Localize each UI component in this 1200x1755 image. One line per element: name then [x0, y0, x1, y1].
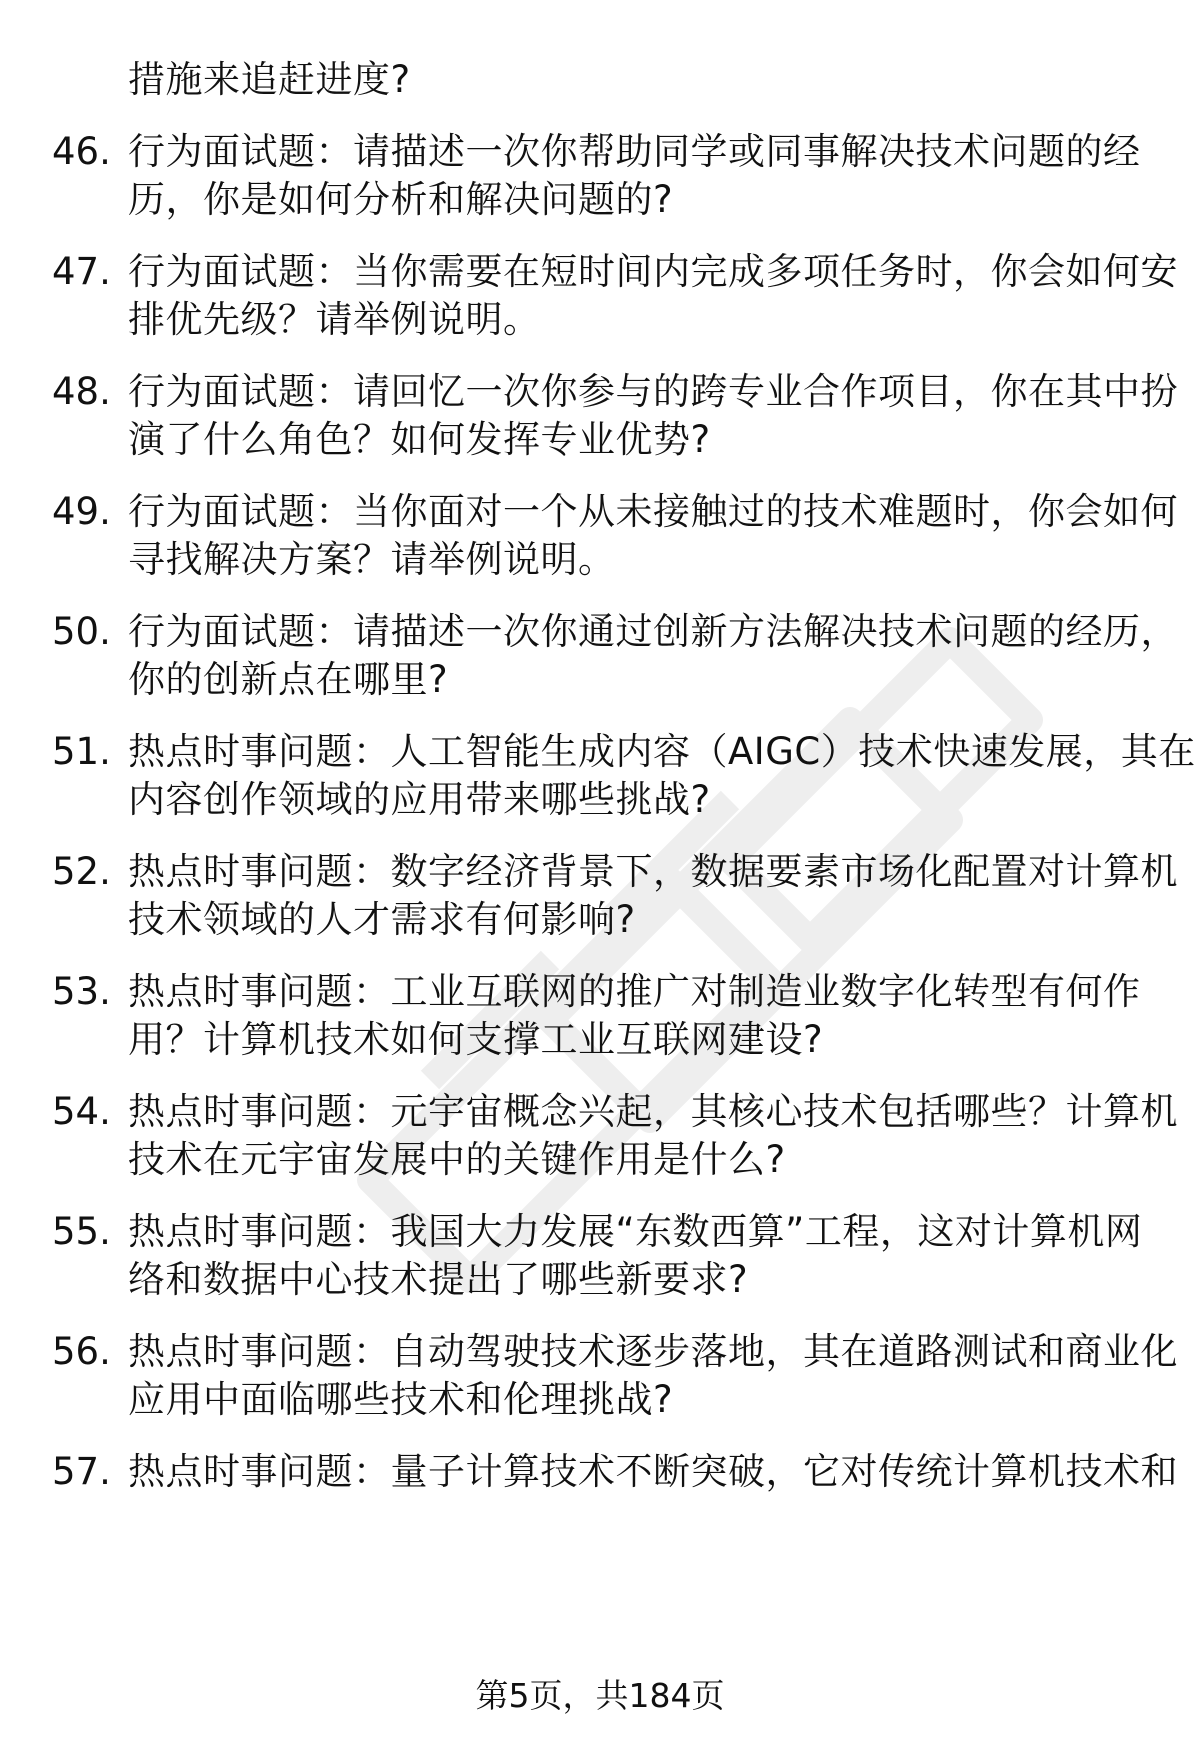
question-number: 53. — [52, 970, 111, 1013]
question-number: 55. — [52, 1210, 111, 1253]
question-number: 56. — [52, 1330, 111, 1373]
question-number: 51. — [52, 730, 111, 773]
question-line: 寻找解决方案？请举例说明。 — [128, 538, 616, 581]
question-line: 你的创新点在哪里? — [128, 658, 449, 701]
question-line: 行为面试题：请回忆一次你参与的跨专业合作项目，你在其中扮 — [128, 370, 1178, 413]
question-line: 热点时事问题：元宇宙概念兴起，其核心技术包括哪些？计算机 — [128, 1090, 1178, 1133]
lead-in-text: 措施来追赶进度? — [128, 58, 411, 101]
page-footer: 第5页，共184页 — [475, 1676, 725, 1715]
question-number: 47. — [52, 250, 111, 293]
question-line: 历，你是如何分析和解决问题的? — [128, 178, 674, 221]
question-line: 络和数据中心技术提出了哪些新要求? — [128, 1258, 749, 1301]
question-line: 热点时事问题：我国大力发展“东数西算”工程，这对计算机网 — [128, 1210, 1143, 1253]
question-line: 内容创作领域的应用带来哪些挑战? — [128, 778, 711, 821]
question-line: 热点时事问题：数字经济背景下，数据要素市场化配置对计算机 — [128, 850, 1178, 893]
question-line: 行为面试题：当你面对一个从未接触过的技术难题时，你会如何 — [128, 490, 1178, 533]
question-number: 52. — [52, 850, 111, 893]
question-line: 演了什么角色？如何发挥专业优势? — [128, 418, 711, 461]
question-line: 技术在元宇宙发展中的关键作用是什么? — [128, 1138, 786, 1181]
question-number: 48. — [52, 370, 111, 413]
question-line: 行为面试题：请描述一次你通过创新方法解决技术问题的经历， — [128, 610, 1178, 653]
question-line: 行为面试题：请描述一次你帮助同学或同事解决技术问题的经 — [128, 130, 1141, 173]
question-line: 排优先级？请举例说明。 — [128, 298, 541, 341]
question-line: 热点时事问题：自动驾驶技术逐步落地，其在道路测试和商业化 — [128, 1330, 1178, 1373]
question-number: 54. — [52, 1090, 111, 1133]
question-line: 热点时事问题：量子计算技术不断突破，它对传统计算机技术和 — [128, 1450, 1178, 1493]
question-line: 技术领域的人才需求有何影响? — [128, 898, 636, 941]
question-line: 行为面试题：当你需要在短时间内完成多项任务时，你会如何安 — [128, 250, 1178, 293]
question-number: 50. — [52, 610, 111, 653]
question-number: 46. — [52, 130, 111, 173]
question-line: 热点时事问题：人工智能生成内容（AIGC）技术快速发展，其在 — [128, 730, 1196, 773]
question-number: 57. — [52, 1450, 111, 1493]
question-line: 热点时事问题：工业互联网的推广对制造业数字化转型有何作 — [128, 970, 1141, 1013]
question-line: 应用中面临哪些技术和伦理挑战? — [128, 1378, 674, 1421]
question-number: 49. — [52, 490, 111, 533]
question-line: 用？计算机技术如何支撑工业互联网建设? — [128, 1018, 824, 1061]
